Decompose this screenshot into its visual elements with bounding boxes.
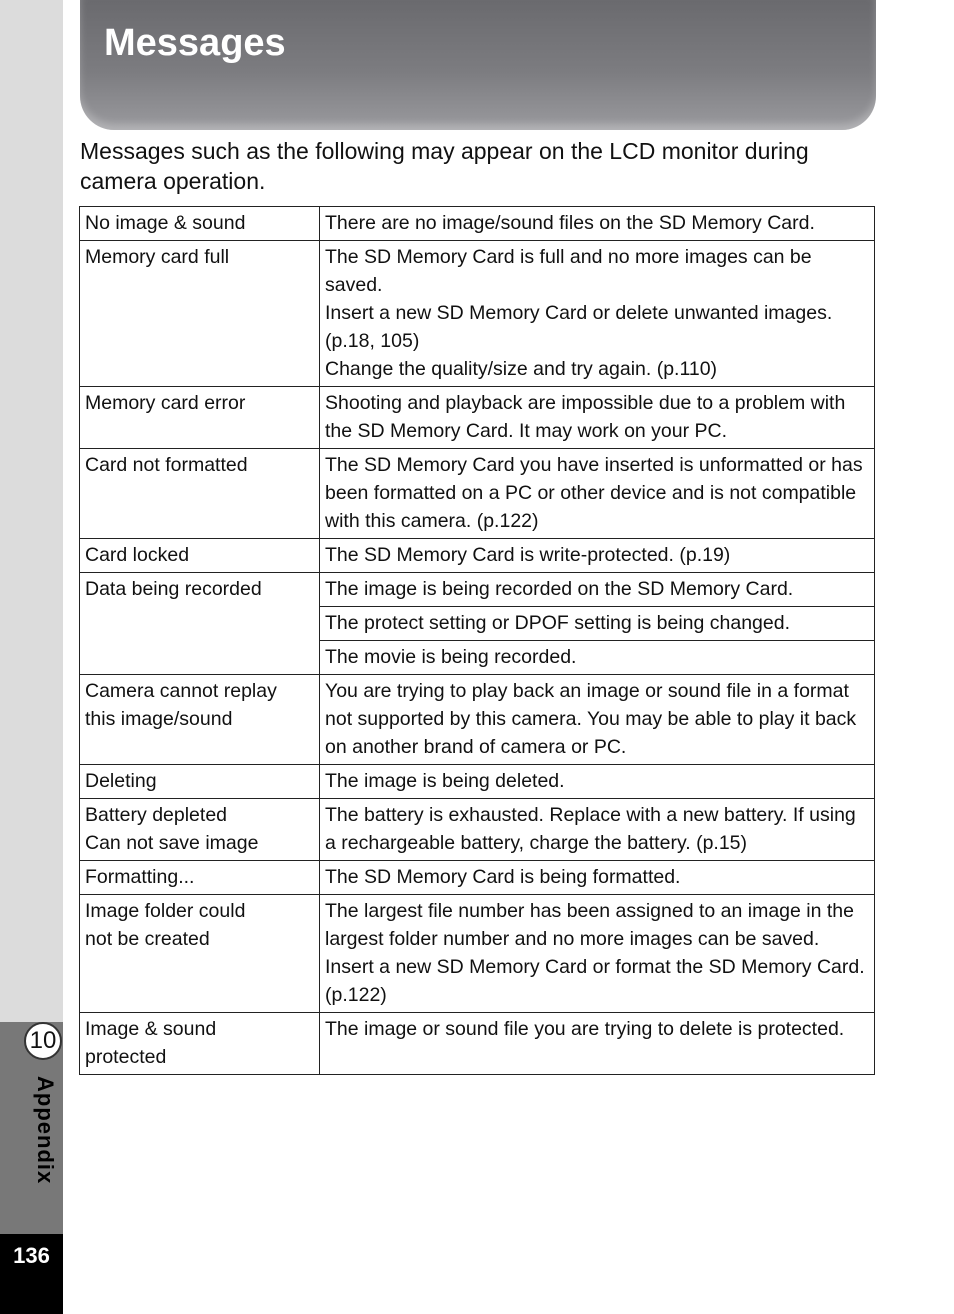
message-description: Shooting and playback are impossible due to a problem with the SD Memory Card. It may work on your PC. xyxy=(320,387,875,449)
message-label: No image & sound xyxy=(80,207,320,241)
page-title: Messages xyxy=(104,22,286,64)
chapter-label xyxy=(0,1060,63,1210)
message-description: The SD Memory Card is full and no more images can be saved. Insert a new SD Memory Card or delete unwanted images. (p.18, 105) Change the quality/size and try again. (p.110) xyxy=(320,241,875,387)
table-row xyxy=(80,207,875,241)
page-number: 136 xyxy=(0,1234,63,1314)
table-row xyxy=(80,573,875,607)
chapter-number: 10 xyxy=(24,1022,62,1060)
message-description: The SD Memory Card you have inserted is unformatted or has been formatted on a PC or other device and is not compatible with this camera. (p.122) xyxy=(320,449,875,539)
table-row xyxy=(80,449,875,539)
message-label: Formatting... xyxy=(80,861,320,895)
table-row xyxy=(80,765,875,799)
table-row xyxy=(80,895,875,1013)
message-label: Card not formatted xyxy=(80,449,320,539)
message-description: The image is being recorded on the SD Memory Card. xyxy=(320,573,875,607)
message-description: The image is being deleted. xyxy=(320,765,875,799)
message-label: Battery depleted Can not save image xyxy=(80,799,320,861)
intro-text: Messages such as the following may appear on the LCD monitor during camera operation. xyxy=(80,138,809,194)
message-label: Camera cannot replay this image/sound xyxy=(80,675,320,765)
message-label: Deleting xyxy=(80,765,320,799)
message-label: Memory card error xyxy=(80,387,320,449)
table-row xyxy=(80,799,875,861)
message-label: Card locked xyxy=(80,539,320,573)
message-description: The protect setting or DPOF setting is being changed. xyxy=(320,607,875,641)
message-description: The SD Memory Card is write-protected. (p.19) xyxy=(320,539,875,573)
message-label: Image & sound protected xyxy=(80,1013,320,1075)
message-description: There are no image/sound files on the SD Memory Card. xyxy=(320,207,875,241)
table-row xyxy=(80,539,875,573)
message-description: You are trying to play back an image or sound file in a format not supported by this camera. You may be able to play it back on another brand of camera or PC. xyxy=(320,675,875,765)
table-row xyxy=(80,241,875,387)
header-banner xyxy=(80,0,876,130)
message-description: The SD Memory Card is being formatted. xyxy=(320,861,875,895)
message-label: Data being recorded xyxy=(80,573,320,675)
message-description: The battery is exhausted. Replace with a new battery. If using a rechargeable battery, charge the battery. (p.15) xyxy=(320,799,875,861)
messages-table xyxy=(79,206,875,1075)
message-description: The largest file number has been assigned to an image in the largest folder number and no more images can be saved. Insert a new SD Memory Card or format the SD Memory Card. (p.122) xyxy=(320,895,875,1013)
table-row xyxy=(80,387,875,449)
table-row xyxy=(80,1013,875,1075)
message-label: Memory card full xyxy=(80,241,320,387)
table-row xyxy=(80,861,875,895)
chapter-label-text: Appendix xyxy=(33,1076,58,1185)
message-description: The movie is being recorded. xyxy=(320,641,875,675)
table-row xyxy=(80,675,875,765)
message-description: The image or sound file you are trying to delete is protected. xyxy=(320,1013,875,1075)
message-label: Image folder could not be created xyxy=(80,895,320,1013)
